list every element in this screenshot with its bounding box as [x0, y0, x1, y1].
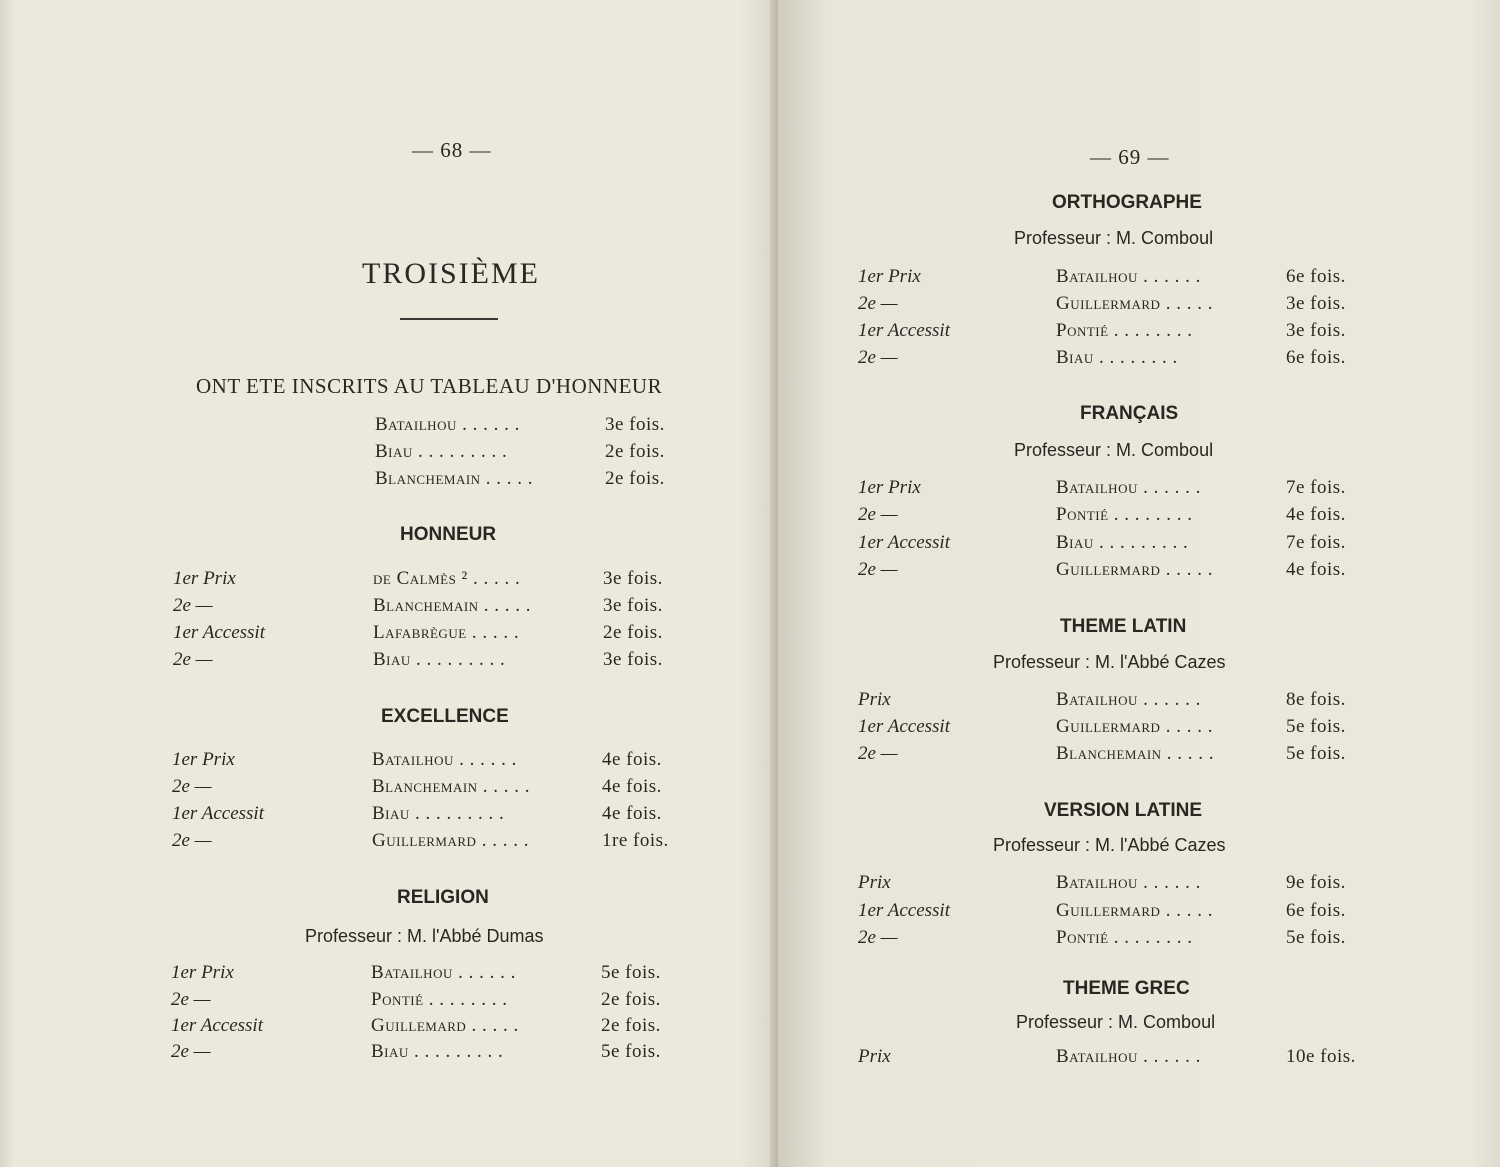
section-heading: HONNEUR [400, 524, 497, 545]
times-count: 3e fois. [603, 649, 663, 670]
section-heading: EXCELLENCE [381, 706, 509, 727]
award-rank: 1er Accessit [858, 716, 950, 737]
times-count: 7e fois. [1286, 532, 1346, 553]
student-name: Blanchemain . . . . . [375, 468, 534, 489]
award-row [858, 347, 1378, 374]
times-count: 5e fois. [1286, 716, 1346, 737]
award-row [171, 989, 691, 1016]
award-rank: 2e — [858, 504, 898, 525]
award-rank: 2e — [858, 927, 898, 948]
award-rank: 2e — [858, 559, 898, 580]
times-count: 5e fois. [1286, 743, 1346, 764]
honor-list-item [175, 468, 695, 495]
professor-line: Professeur : M. l'Abbé Dumas [305, 926, 544, 946]
honor-list-item [175, 441, 695, 468]
times-count: 5e fois. [601, 962, 661, 983]
award-row [858, 689, 1378, 716]
award-row [858, 504, 1378, 531]
student-name: Blanchemain . . . . . [373, 595, 532, 616]
times-count: 2e fois. [601, 1015, 661, 1036]
award-rank: 2e — [171, 1041, 211, 1062]
times-count: 5e fois. [1286, 927, 1346, 948]
award-rank: 1er Prix [171, 962, 234, 983]
times-count: 8e fois. [1286, 689, 1346, 710]
award-row [172, 803, 692, 830]
times-count: 9e fois. [1286, 872, 1346, 893]
award-rank: 1er Prix [173, 568, 236, 589]
award-row [858, 477, 1378, 504]
right-page [778, 0, 1500, 1167]
honor-roll-heading: ONT ETE INSCRITS AU TABLEAU D'HONNEUR [196, 374, 663, 398]
times-count: 2e fois. [605, 441, 665, 462]
award-row [172, 830, 692, 857]
award-row [171, 1015, 691, 1042]
award-row [858, 532, 1378, 559]
award-row [858, 293, 1378, 320]
award-rank: 2e — [173, 595, 213, 616]
award-rank: 1er Prix [858, 266, 921, 287]
times-count: 4e fois. [602, 749, 662, 770]
award-rank: 2e — [173, 649, 213, 670]
award-row [858, 927, 1378, 954]
times-count: 7e fois. [1286, 477, 1346, 498]
student-name: Pontié . . . . . . . . [371, 989, 508, 1010]
award-row [858, 743, 1378, 770]
times-count: 2e fois. [601, 989, 661, 1010]
honor-list-item [175, 414, 695, 441]
award-row [173, 595, 693, 622]
student-name: Biau . . . . . . . . . [373, 649, 506, 670]
award-rank: 2e — [858, 347, 898, 368]
page-number: — 69 — [1090, 145, 1170, 169]
student-name: Biau . . . . . . . . . [372, 803, 505, 824]
award-rank: 2e — [858, 743, 898, 764]
professor-line: Professeur : M. Comboul [1016, 1012, 1216, 1032]
award-rank: 1er Prix [858, 477, 921, 498]
student-name: Blanchemain . . . . . [372, 776, 531, 797]
student-name: Bataılhou . . . . . . [1056, 1046, 1201, 1067]
section-heading: THEME LATIN [1060, 616, 1187, 637]
page-title: TROISIÈME [362, 257, 540, 290]
section-heading: FRANÇAIS [1080, 403, 1179, 424]
times-count: 5e fois. [601, 1041, 661, 1062]
student-name: de Calmès ² . . . . . [373, 568, 521, 589]
student-name: Bataılhou . . . . . . [1056, 477, 1201, 498]
section-heading: ORTHOGRAPHE [1052, 192, 1202, 213]
professor-line: Professeur : M. l'Abbé Cazes [993, 835, 1226, 855]
page-number: — 68 — [412, 138, 492, 162]
times-count: 3e fois. [1286, 320, 1346, 341]
times-count: 6e fois. [1286, 900, 1346, 921]
award-row [858, 320, 1378, 347]
award-rank: 1er Accessit [172, 803, 264, 824]
award-rank: 1er Accessit [173, 622, 265, 643]
times-count: 4e fois. [1286, 504, 1346, 525]
student-name: Pontié . . . . . . . . [1056, 927, 1193, 948]
student-name: Biau . . . . . . . . . [371, 1041, 504, 1062]
professor-line: Professeur : M. Comboul [1014, 440, 1214, 460]
award-rank: 1er Accessit [858, 900, 950, 921]
times-count: 10e fois. [1286, 1046, 1356, 1067]
award-rank: 1er Accessit [171, 1015, 263, 1036]
award-rank: 2e — [858, 293, 898, 314]
student-name: Guillermard . . . . . [1056, 900, 1213, 921]
award-row [858, 1046, 1378, 1073]
award-row [858, 716, 1378, 743]
award-row [173, 622, 693, 649]
award-rank: Prix [858, 1046, 891, 1067]
student-name: Pontié . . . . . . . . [1056, 504, 1193, 525]
student-name: Bataılhou . . . . . . [1056, 872, 1201, 893]
times-count: 2e fois. [603, 622, 663, 643]
times-count: 2e fois. [605, 468, 665, 489]
student-name: Guillermard . . . . . [1056, 293, 1213, 314]
award-rank: 2e — [171, 989, 211, 1010]
times-count: 4e fois. [602, 776, 662, 797]
award-row [172, 749, 692, 776]
award-rank: 1er Prix [172, 749, 235, 770]
student-name: Bataılhou . . . . . . [1056, 266, 1201, 287]
award-rank: 1er Accessit [858, 320, 950, 341]
section-heading: THEME GREC [1063, 978, 1190, 999]
professor-line: Professeur : M. l'Abbé Cazes [993, 652, 1226, 672]
student-name: Guillermard . . . . . [1056, 716, 1213, 737]
times-count: 3e fois. [605, 414, 665, 435]
student-name: Biau . . . . . . . . . [375, 441, 508, 462]
student-name: Biau . . . . . . . . . [1056, 532, 1189, 553]
award-rank: 1er Accessit [858, 532, 950, 553]
student-name: Pontié . . . . . . . . [1056, 320, 1193, 341]
section-heading: RELIGION [397, 887, 489, 908]
student-name: Blanchemain . . . . . [1056, 743, 1215, 764]
award-row [173, 649, 693, 676]
times-count: 4e fois. [1286, 559, 1346, 580]
award-row [173, 568, 693, 595]
award-rank: 2e — [172, 830, 212, 851]
student-name: Bataılhou . . . . . . [371, 962, 516, 983]
award-rank: Prix [858, 689, 891, 710]
award-row [172, 776, 692, 803]
times-count: 1re fois. [602, 830, 669, 851]
award-rank: 2e — [172, 776, 212, 797]
student-name: Biau . . . . . . . . [1056, 347, 1178, 368]
award-row [171, 962, 691, 989]
student-name: Bataılhou . . . . . . [372, 749, 517, 770]
award-row [171, 1041, 691, 1068]
student-name: Guillemard . . . . . [371, 1015, 519, 1036]
professor-line: Professeur : M. Comboul [1014, 228, 1214, 248]
title-rule [400, 318, 498, 320]
award-row [858, 900, 1378, 927]
times-count: 3e fois. [603, 595, 663, 616]
section-heading: VERSION LATINE [1044, 800, 1202, 821]
times-count: 4e fois. [602, 803, 662, 824]
award-row [858, 872, 1378, 899]
times-count: 6e fois. [1286, 347, 1346, 368]
student-name: Lafabrègue . . . . . [373, 622, 520, 643]
times-count: 3e fois. [1286, 293, 1346, 314]
times-count: 6e fois. [1286, 266, 1346, 287]
award-row [858, 559, 1378, 586]
student-name: Guillermard . . . . . [1056, 559, 1213, 580]
student-name: Bataılhou . . . . . . [1056, 689, 1201, 710]
award-rank: Prix [858, 872, 891, 893]
student-name: Guillermard . . . . . [372, 830, 529, 851]
student-name: Bataılhou . . . . . . [375, 414, 520, 435]
times-count: 3e fois. [603, 568, 663, 589]
award-row [858, 266, 1378, 293]
